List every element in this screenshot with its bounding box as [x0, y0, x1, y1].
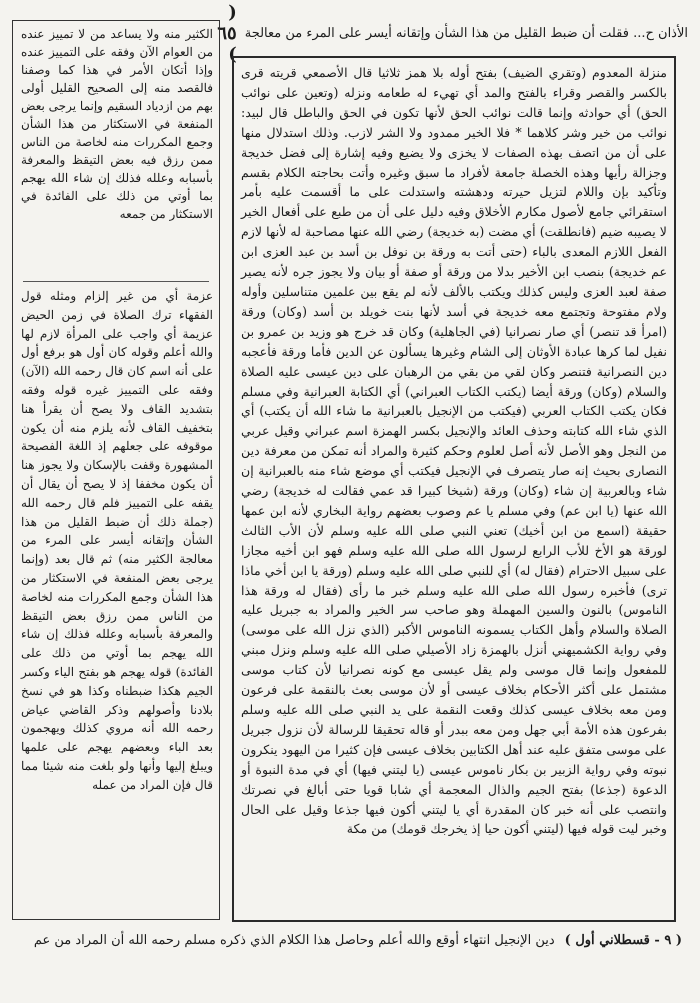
footer-text: دين الإنجيل انتهاء أوقع والله أعلم وحاصل هذا الكلام الذي ذكره مسلم رحمه الله أن المراد من عم	[33, 932, 555, 948]
main-commentary-text: منزلة المعدوم (وتقري الضيف) بفتح أوله بلا همز ثلاثيا قال الأصمعي قريته قرى بالكسر والقصر وقراء بالفتح والمد أي تهيء له طعامه ونزله (وتعين على نوائب الحق) أي حوادثه وإنما قالت نوائب الحق لأنها تكون في الحق والباطل قال لبيد: نوائب من خير وشر كلاهما * فلا الخير ممدود ولا الشر لازب. وذلك استدلال منها على أن من اتصف بهذه الصفات لا يخزى ولا يضيع وفيه إشارة إلى فضل خديجة وجزالة رأيها وهذه الخصلة جامعة لأفراد ما سبق وغيره وأتت بحاجته الكلام بقسم وتأكيد بإن واللام لتزيل حيرته ودهشته واستدلت على ما أقسمت عليه بأمر استقرائي جامع لأصول مكارم الأخلاق وفيه دليل على أن من طبع على أفعال الخير لا يصيبه ضيم (فانطلقت) أي مضت (به خديجة) رضي الله عنها مصاحبة له لأنها لازم الفعل اللازم المعدى بالباء (حتى أتت به ورقة بن نوفل بن أسد بن عبد العزى ابن عم خديجة) بنصب ابن الأخير بدلا من ورقة أو صفة أو بيان ولا يجوز جره لأنه يصير صفة لعبد العزى وليس كذلك ويكتب بالألف لأنه لم يقع بين علمين متناسلين وأوله ولام مفتوحة وتجتمع معه خديجة في أسد لأنها بنت خويلد بن أسد (وكان) ورقة (امرأ قد تنصر) أي صار نصرانيا (في الجاهلية) وكان قد خرج هو وزيد بن عمرو بن نفيل لما كرها عبادة الأوثان إلى الشام وغيرها يسألون عن الدين فأما ورقة فأعجبه دين النصرانية فتنصر وكان لقي من بقي من الرهبان على دين عيسى عليه الصلاة والسلام (وكان) ورقة أيضا (يكتب الكتاب العبراني) أي الكتابة العبرانية وفي مسلم فكان يكتب الكتاب العربي (فيكتب من الإنجيل بالعبرانية ما شاء الله أن يكتب) أي الذي شاء الله كتابته وحذف العائد والإنجيل بكسر الهمزة اسم عبراني وقيل عربي من النجل وهو الأصل لأنه أصل لعلوم وحكم كثيرة والمراد أنه تمكن من معرفة دين النصارى بحيث إنه صار يتصرف في الإنجيل فيكتب أي موضع شاء منه بالعبرانية إن شاء وبالعربية إن شاء (وكان) ورقة (شيخا كبيرا قد عمي فقالت له خديجة) رضي الله عنها (يا ابن عم) وفي مسلم يا عم وصوب بعضهم رواية البخاري لأنه ابن عمها حقيقة (اسمع من ابن أخيك) تعني النبي صلى الله عليه وسلم لأن الأب الثالث لورقة هو الأخ للأب الرابع لرسول الله صلى الله عليه وسلم فهو ابن أخيه مجازا على سبيل الاحترام (فقال له) أي للنبي صلى الله عليه وسلم (ورقة يا ابن أخي ماذا ترى) فأخبره رسول الله صلى الله عليه وسلم خبر ما رأى (فقال له ورقة هذا الناموس) بالنون والسين المهملة وهو صاحب سر الخير والمراد به جبريل عليه الصلاة والسلام وأهل الكتاب يسمونه الناموس الأكبر (الذي نزل الله على موسى) وفي رواية الكشميهني أنزل بالهمزة زاد الأصيلي صلى الله عليه وسلم ونزل مبني للمفعول وإنما قال موسى ولم يقل عيسى مع كونه نصرانيا لأن كتاب موسى مشتمل على أكثر الأحكام بخلاف عيسى أو لأن موسى بعث بالنقمة على فرعون ومن معه بخلاف عيسى كذلك وقعت النقمة على يد النبي صلى الله عليه وسلم بفرعون هذه الأمة أبي جهل ومن معه ببدر أو قاله تحقيقا للرسالة لأن نزول جبريل على موسى متفق عليه عند أهل الكتابين بخلاف عيسى فإن كثيرا من اليهود ينكرون نبوته وفي رواية الزبير بن بكار ناموس عيسى (يا ليتني فيها) أي في مدة النبوة أو الدعوة (جذعا) بفتح الجيم والذال المعجمة أي شابا قويا حتى أبالغ في نصرتك وانتصب على أنه خبر كان المقدرة أي يا ليتني أكون فيها جذعا وقيل على الحال وخبر ليت قوله فيها (ليتني أكون حيا إذ يخرجك قومك) من مكة	[241, 65, 667, 837]
margin-divider	[23, 281, 209, 282]
running-title: الأذان ح... فقلت أن ضبط القليل من هذا الشأن وإتقانه أيسر على المرء من معالجة	[244, 25, 688, 41]
volume-label: ( ٩ - قسطلاني أول )	[564, 932, 682, 948]
margin-header-body: من العوام الآن وفقه على التمييز عنده وإذا أتكان الأمر في هذا كما وصفنا فالقصد منه إلى الصحيح القليل أولى بهم من ازدياد السقيم وإنما يرجى بعض المنفعة في الاستكثار من هذا الشأن وجمع المكررات منه لخاصة من الناس ممن رزق فيه بعض التيقظ والمعرفة بأسبابه وعلله فذلك إن شاء الله يهجم بما أوتي من ذلك على الفائدة في الاستكثار من جمعه	[21, 45, 213, 221]
page-number: ( ٦٥ )	[217, 1, 237, 65]
margin-commentary-frame	[12, 20, 220, 920]
page-footer	[12, 928, 682, 952]
margin-header-text	[21, 25, 213, 277]
margin-title: الكثير منه ولا يساعد من لا تمييز عنده	[21, 27, 213, 41]
main-commentary-frame	[232, 56, 676, 922]
margin-body-text: عزمة أي من غير إلزام ومثله قول الفقهاء ترك الصلاة في زمن الحيض عزيمة أي واجب على المرأة لازم لها والله أعلم وقوله كان أول هو برفع أول على أنه اسم كان قال رحمه الله (الآن) وفقه على التمييز غيره قوله وفقه بتشديد القاف ولا يصح أن يقرأ هنا بتخفيف القاف لأنه يلزم منه أن يكون موقوفه على جعلهم إذ اللغة الفصيحة المشهورة وقفت بالإسكان ولا يجوز هنا أن يكون مخففا إذ لا يصح أن يقال أن يقفه على التمييز فلم قال رحمه الله (جملة ذلك أن ضبط القليل من هذا الشأن وإتقانه أيسر على المرء من معالجة الكثير منه) ثم قال بعد (وإنما يرجى بعض المنفعة في الاستكثار من هذا الشأن وجمع المكررات منه لخاصة من الناس ممن رزق بعض التيقظ والمعرفة بأسبابه وعلله فذلك إن شاء الله يهجم بما أوتي من ذلك على الفائدة) قوله يهجم هو بفتح الياء وكسر الجيم هكذا ضبطناه وكذا هو في نسخ بلادنا وأصولهم وذكر القاضي عياض رحمه الله أنه مروي كذلك ويهجمون بعد الباء وبعضهم يهجم على علمها ويبلغ إليها وأنها ولو بلغت منه شيئا مما قال فإن المراد من عمله	[21, 289, 213, 792]
running-header	[217, 1, 688, 65]
